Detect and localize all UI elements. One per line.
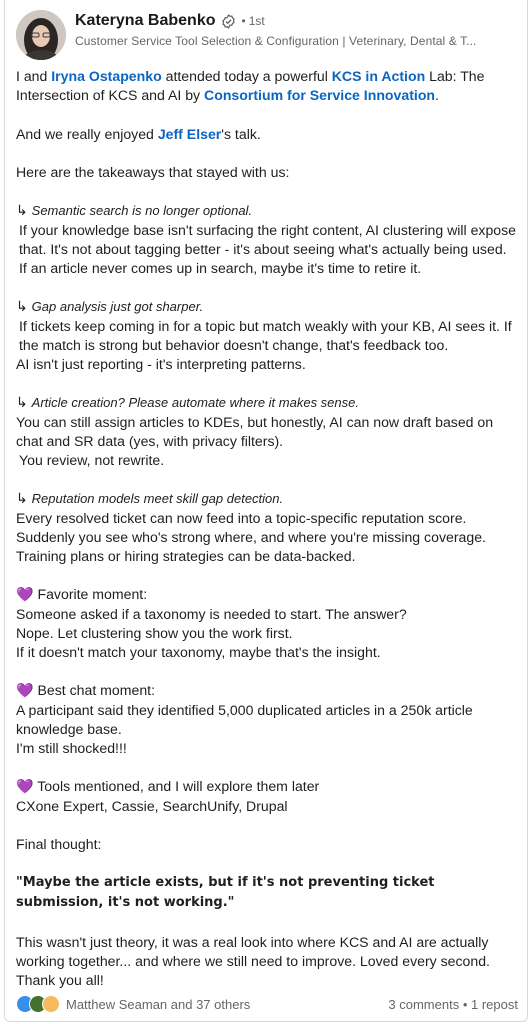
purple-heart-icon: 💜 [16, 682, 34, 699]
tools-title [16, 777, 518, 796]
takeaway-3-body-2: You review, not rewrite. [19, 451, 165, 468]
social-counts [16, 994, 518, 1014]
counts-separator: • [462, 996, 468, 1012]
tools-list: CXone Expert, Cassie, SearchUnify, Drupal [16, 797, 288, 814]
favorite-title-text: Favorite moment: [37, 586, 148, 603]
takeaway-4-title [16, 489, 518, 508]
author-headline: Customer Service Tool Selection & Configuration | Veterinary, Dental & T... [75, 34, 477, 48]
intro-text: Lab: The Intersection of KCS and AI by [16, 68, 485, 104]
closing-paragraph: This wasn't just theory, it was a real look into where KCS and AI are actually working together... and where we still need to improve. Loved every second. [16, 933, 490, 969]
takeaway-title-text: Semantic search is no longer optional. [31, 203, 253, 219]
takeaway-2-title [16, 297, 518, 316]
enjoy-text: 's talk. [221, 125, 261, 142]
takeaway-2-body: If tickets keep coming in for a topic but match weakly with your KB, AI sees it. If the match is strong but behavior doesn't change, that's feedback too. [19, 317, 512, 353]
favorite-line: Nope. Let clustering show you the work first. [16, 624, 293, 641]
intro-text: attended today a powerful [161, 68, 332, 84]
post-body [16, 67, 518, 990]
post-header [16, 10, 520, 66]
favorite-line: If it doesn't match your taxonomy, maybe that's the insight. [16, 643, 381, 660]
takeaway-1-body: If your knowledge base isn't surfacing the right content, AI clustering will expose that. It's not about tagging better - it's about seeing what's actually being used. If an article never comes up in search, maybe it's time to retire it. [19, 221, 517, 276]
author-name[interactable]: Kateryna Babenko [75, 12, 216, 29]
chat-line: I'm still shocked!!! [16, 739, 127, 756]
enjoy-paragraph [16, 125, 518, 144]
purple-heart-icon: 💜 [16, 586, 34, 603]
chat-title [16, 681, 518, 700]
enjoy-text: And we really enjoyed [16, 125, 158, 142]
purple-heart-icon: 💜 [16, 778, 34, 795]
tools-title-text: Tools mentioned, and I will explore them later [37, 778, 320, 795]
engagement-counts [388, 997, 518, 1012]
arrow-icon: ↳ [16, 394, 28, 411]
arrow-icon: ↳ [16, 298, 28, 315]
takeaway-title-text: Reputation models meet skill gap detection. [31, 491, 284, 507]
connection-degree: 1st [248, 14, 265, 28]
verified-icon [221, 14, 236, 29]
takeaway-2-body-2: AI isn't just reporting - it's interpreting patterns. [16, 355, 306, 372]
mention-consortium[interactable]: Consortium for Service Innovation [204, 87, 436, 104]
mention-kcs-in-action[interactable]: KCS in Action [331, 68, 426, 84]
insightful-reaction-icon [42, 995, 60, 1013]
takeaway-4-body: Every resolved ticket can now feed into a topic-specific reputation score. Suddenly you see who's strong where, and where you're missing coverage. Training plans or hiring strategies can be data-backed. [16, 509, 486, 564]
arrow-icon: ↳ [16, 202, 28, 219]
chat-title-text: Best chat moment: [37, 682, 155, 699]
takeaways-intro: Here are the takeaways that stayed with us: [16, 163, 290, 180]
final-quote: "Maybe the article exists, but if it's not preventing ticket submission, it's not working." [16, 875, 435, 911]
takeaway-title-text: Gap analysis just got sharper. [31, 299, 204, 315]
reaction-icons [16, 995, 60, 1013]
reactors-count[interactable]: Matthew Seaman and 37 others [66, 996, 251, 1012]
takeaway-3-body: You can still assign articles to KDEs, but honestly, AI can now draft based on chat and SR data (yes, with privacy filters). [16, 413, 494, 449]
author-avatar[interactable] [16, 10, 66, 60]
arrow-icon: ↳ [16, 490, 28, 507]
intro-paragraph [16, 67, 518, 105]
takeaway-title-text: Article creation? Please automate where it makes sense. [31, 395, 359, 411]
chat-line: A participant said they identified 5,000 duplicated articles in a 250k article knowledge base. [16, 701, 473, 737]
intro-text: I and [16, 68, 52, 84]
reposts-count[interactable]: 1 repost [471, 996, 518, 1012]
favorite-title [16, 585, 518, 604]
takeaway-1-title [16, 201, 518, 220]
thanks-line: Thank you all! [16, 971, 104, 988]
reactions-summary[interactable] [16, 995, 250, 1013]
intro-text: . [435, 87, 439, 104]
avatar-portrait [16, 10, 66, 60]
degree-separator: • [241, 14, 246, 28]
favorite-line: Someone asked if a taxonomy is needed to start. The answer? [16, 605, 407, 622]
mention-iryna-ostapenko[interactable]: Iryna Ostapenko [51, 68, 162, 84]
comments-count[interactable]: 3 comments [388, 996, 460, 1012]
takeaway-3-title [16, 393, 518, 412]
final-thought-label: Final thought: [16, 835, 102, 852]
mention-jeff-elser[interactable]: Jeff Elser [157, 125, 222, 142]
